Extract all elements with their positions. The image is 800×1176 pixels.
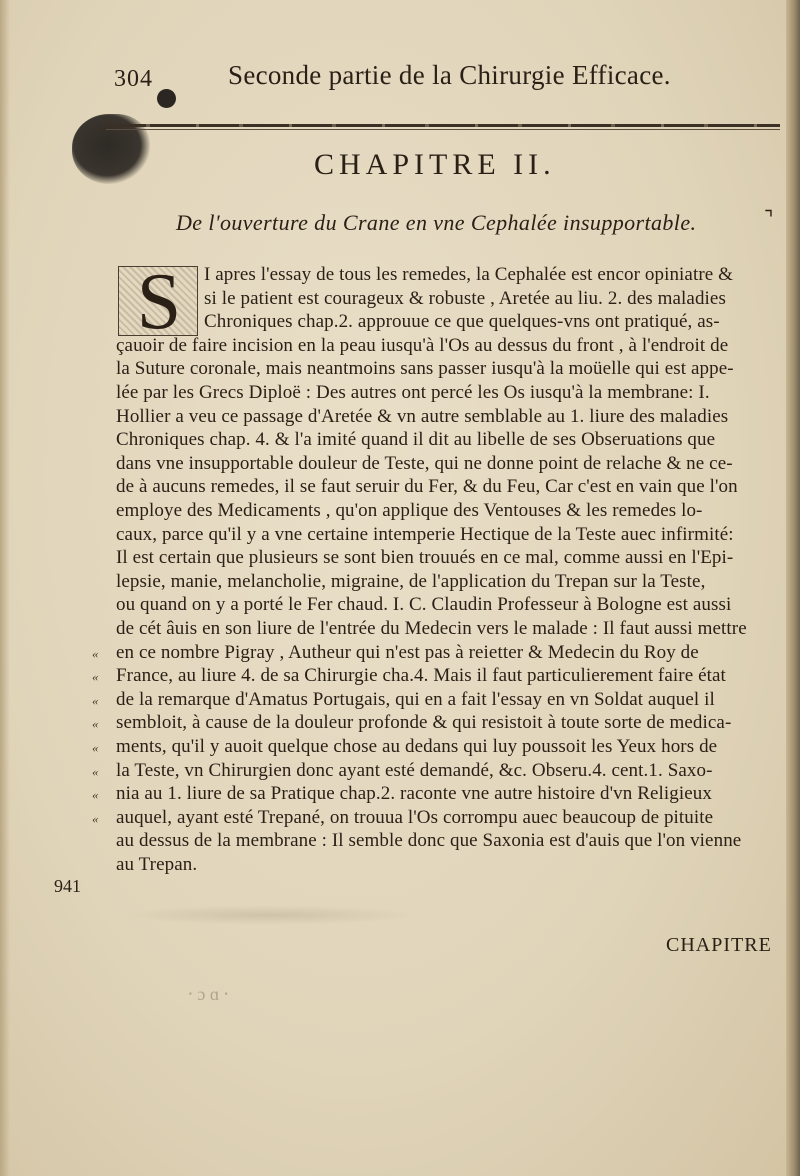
text-line: de à aucuns remedes, il se faut seruir du Fer, & du Feu, Car c'est en vain que l'on: [116, 476, 738, 498]
text-line: si le patient est courageux & robuste , Aretée au liu. 2. des maladies: [204, 287, 726, 309]
text-line: sembloit, à cause de la douleur profonde & qui resistoit à toute sorte de medica-: [116, 712, 732, 734]
text-line: la Suture coronale, mais neantmoins sans passer iusqu'à la moüelle qui est appe-: [116, 358, 734, 380]
margin-quote-mark: «: [92, 716, 99, 732]
margin-quote-mark: «: [92, 787, 99, 803]
chapter-subtitle: De l'ouverture du Crane en vne Cephalée insupportable.: [176, 210, 697, 235]
decorated-initial: [118, 258, 198, 346]
page-smudge: [120, 905, 420, 925]
text-line: ments, qu'il y auoit quelque chose au dedans qui luy poussoit les Yeux hors de: [116, 736, 718, 757]
ornamental-rule-thin: [106, 129, 780, 130]
text-line: Hollier a veu ce passage d'Aretée & vn autre semblable au 1. liure des maladies: [116, 405, 729, 427]
margin-quote-mark: «: [92, 669, 99, 685]
text-line: nia au 1. liure de sa Pratique chap.2. raconte vne autre histoire d'vn Religieux: [116, 783, 713, 805]
page-right-edge: [786, 0, 800, 1176]
margin-number: 941: [54, 876, 81, 896]
text-line: employe des Medicaments , qu'on applique des Ventouses & les remedes lo-: [116, 500, 703, 521]
margin-quote-mark: «: [92, 763, 99, 779]
margin-quote-mark: «: [92, 645, 99, 661]
text-line: France, au liure 4. de sa Chirurgie cha.4. Mais il faut particulierement faire état: [116, 665, 726, 687]
text-line: lée par les Grecs Diploë : Des autres ont percé les Os iusqu'à la membrane: I.: [116, 382, 710, 403]
text-line: de cét âuis en son liure de l'entrée du Medecin vers le malade : Il faut aussi mettre: [116, 618, 747, 639]
text-line: Chroniques chap.2. approuue ce que quelques-vns ont pratiqué, as-: [204, 311, 720, 333]
text-line: çauoir de faire incision en la peau iusqu'à l'Os au dessus du front , à l'endroit de: [116, 334, 729, 356]
ink-dot: [157, 89, 176, 108]
catchword: CHAPITRE: [666, 934, 772, 956]
margin-quote-mark: «: [92, 692, 99, 708]
bleed-through-mark: ⸱ ɔ ɑ ⸱: [188, 984, 229, 1004]
text-line: au Trepan.: [116, 854, 198, 875]
margin-quote-mark: «: [92, 740, 99, 755]
text-line: caux, parce qu'il y a vne certaine intemperie Hectique de la Teste auec infirmité:: [116, 523, 734, 545]
page-number: 304: [114, 66, 153, 92]
text-line: auquel, ayant esté Trepané, on trouua l'Os corrompu auec beaucoup de pituite: [116, 806, 714, 828]
text-line: dans vne insupportable douleur de Teste, qui ne donne point de relache & ne ce-: [116, 452, 733, 474]
text-line: au dessus de la membrane : Il semble donc que Saxonia est d'auis que l'on vienne: [116, 830, 742, 852]
text-line: de la remarque d'Amatus Portugais, qui en a fait l'essay en vn Soldat auquel il: [116, 688, 715, 710]
running-title: Seconde partie de la Chirurgie Efficace.: [228, 60, 671, 90]
page-left-shadow: [0, 0, 10, 1176]
chapter-title: CHAPITRE II.: [314, 148, 556, 181]
text-line: en ce nombre Pigray , Autheur qui n'est pas à reietter & Medecin du Roy de: [116, 641, 699, 663]
text-line: lepsie, manie, melancholie, migraine, de l'application du Trepan sur la Teste,: [116, 570, 706, 592]
text-line: I apres l'essay de tous les remedes, la Cephalée est encor opiniatre &: [204, 264, 734, 285]
text-line: Chroniques chap. 4. & l'a imité quand il dit au libelle de ses Obseruations que: [116, 429, 716, 451]
ornamental-rule: [106, 124, 780, 127]
corner-mark: ⌝: [764, 208, 774, 230]
text-line: ou quand on y a porté le Fer chaud. I. C. Claudin Professeur à Bologne est aussi: [116, 594, 732, 616]
text-line: Il est certain que plusieurs se sont bien trouués en ce mal, comme aussi en l'Epi-: [116, 547, 734, 569]
text-line: la Teste, vn Chirurgien donc ayant esté demandé, &c. Obseru.4. cent.1. Saxo-: [116, 759, 713, 781]
initial-letter: S: [136, 258, 182, 346]
margin-quote-mark: «: [92, 810, 99, 826]
